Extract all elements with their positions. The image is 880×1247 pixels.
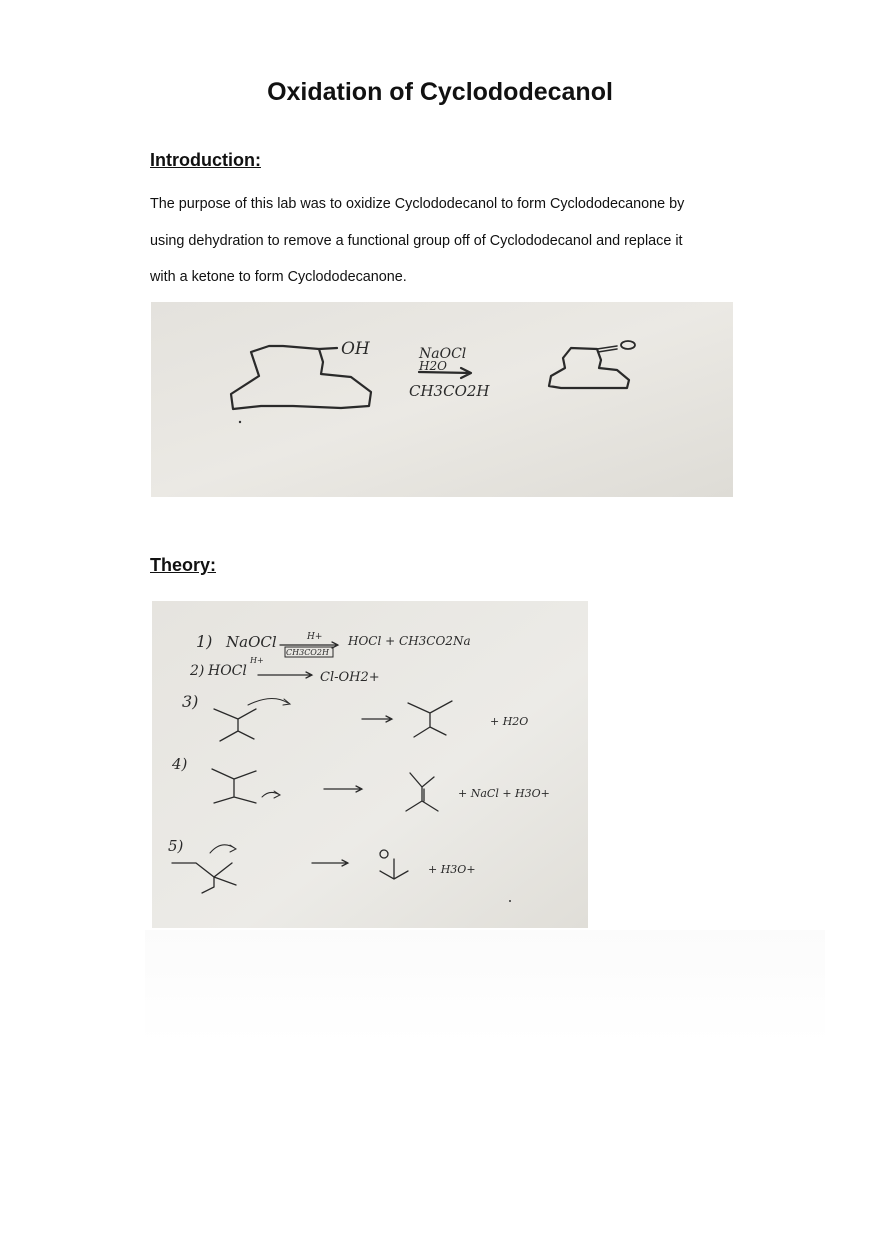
page-shadow — [145, 930, 825, 1045]
reaction-photo — [151, 302, 733, 497]
oh-label: OH — [341, 339, 370, 359]
page-title: Oxidation of Cyclododecanol — [267, 78, 613, 106]
step-4-number: 4) — [172, 755, 188, 773]
step-3-number: 3) — [182, 692, 199, 711]
step-1-reactant: NaOCl — [226, 633, 277, 651]
introduction-paragraph — [150, 186, 740, 296]
introduction-heading: Introduction: — [150, 150, 261, 170]
step-2-reactant: HOCl — [208, 663, 247, 679]
step-2-over-arrow: H+ — [250, 656, 264, 665]
step-3-extra: + H2O — [490, 715, 529, 728]
reagent-h2o: H2O — [419, 359, 447, 373]
paragraph-line: with a ketone to form Cyclododecanone. — [150, 269, 407, 285]
reagent-acetic-acid: CH3CO2H — [409, 382, 490, 400]
step-5-extra: + H3O+ — [428, 863, 476, 876]
paragraph-line: The purpose of this lab was to oxidize Cyclododecanol to form Cyclododecanone by — [150, 196, 685, 212]
reagent-naocl: NaOCl — [419, 346, 467, 362]
mechanism-photo — [152, 601, 588, 928]
paragraph-line: using dehydration to remove a functional group off of Cyclododecanol and replace it — [150, 232, 683, 249]
step-5-number: 5) — [168, 837, 184, 855]
theory-heading: Theory: — [150, 555, 217, 575]
step-1-over-arrow: H+ — [307, 632, 323, 642]
step-2-number: 2) — [190, 663, 205, 679]
step-1-number: 1) — [196, 632, 213, 651]
step-1-product: HOCl + CH3CO2Na — [348, 634, 471, 648]
step-4-extra: + NaCl + H3O+ — [458, 787, 550, 800]
step-1-under-arrow: CH3CO2H — [286, 648, 329, 657]
step-2-product: Cl-OH2+ — [320, 670, 380, 685]
